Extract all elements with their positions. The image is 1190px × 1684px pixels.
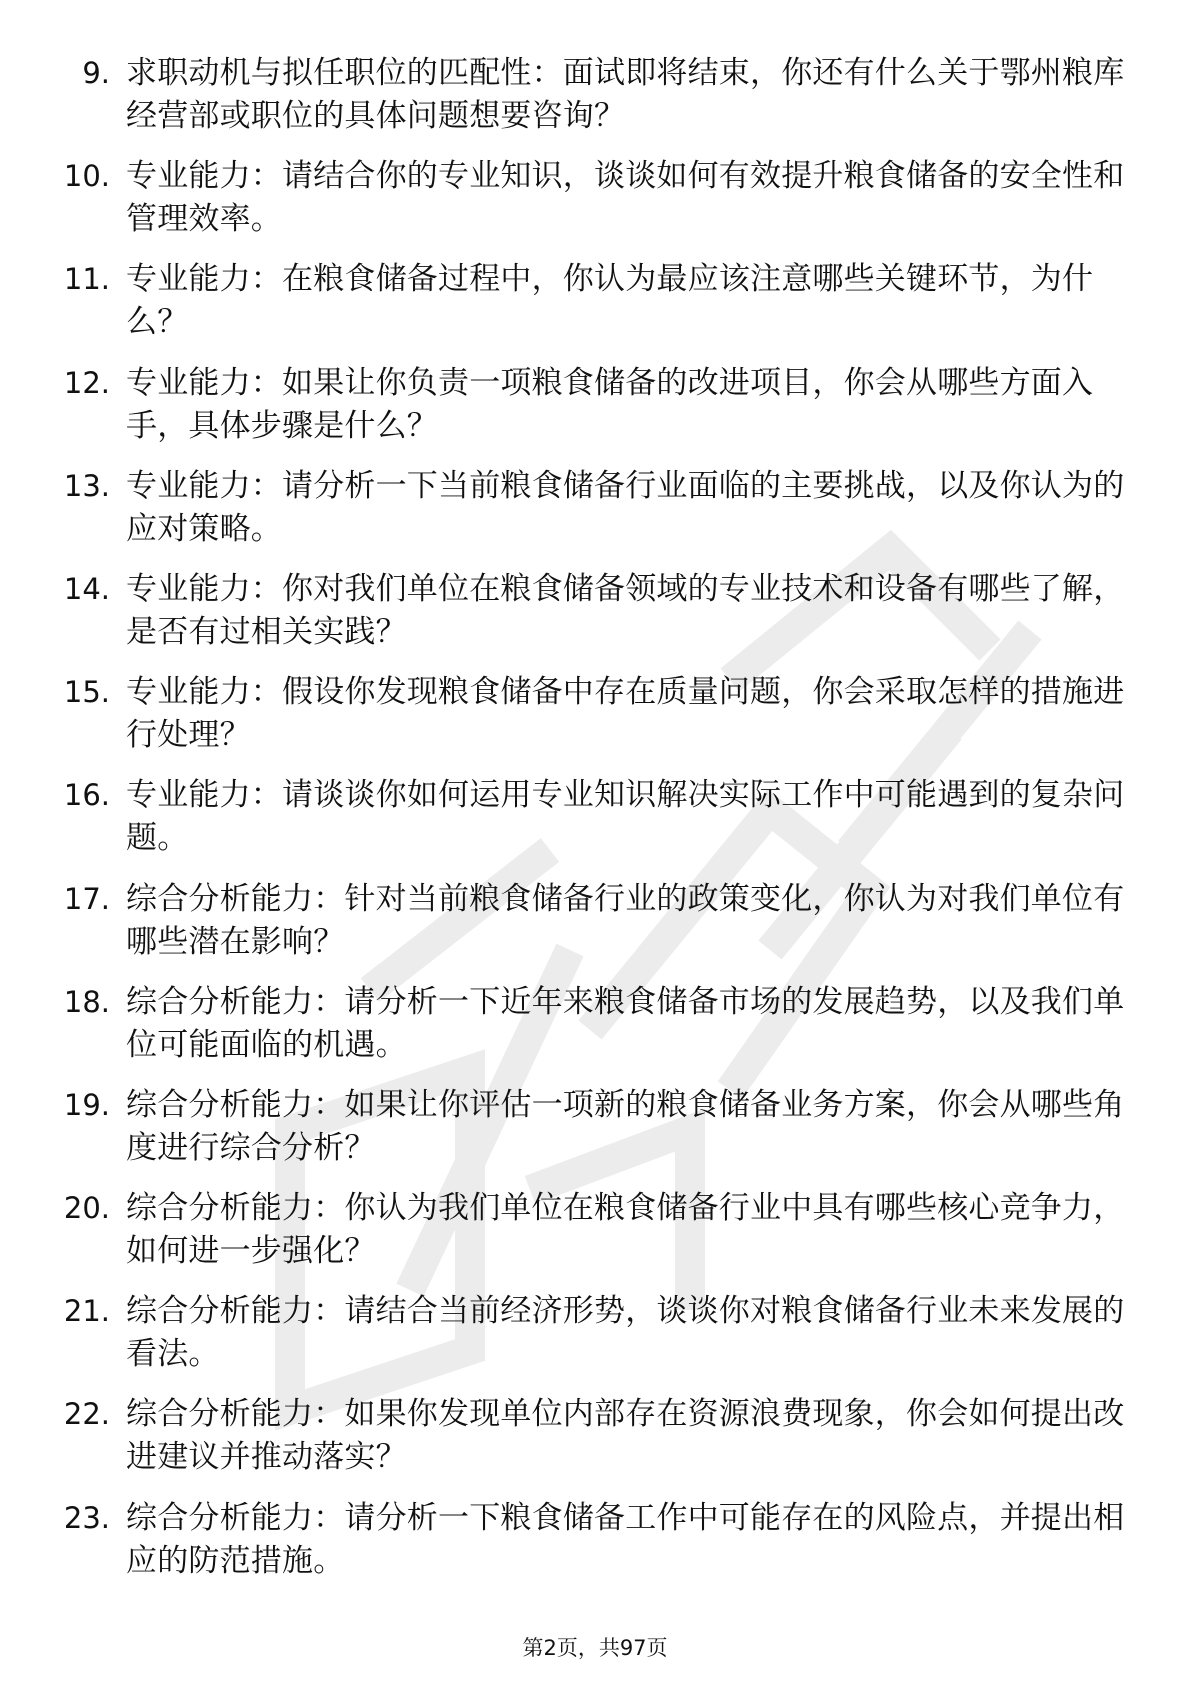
- question-text: 专业能力：请谈谈你如何运用专业知识解决实际工作中可能遇到的复杂问题。: [126, 777, 1125, 857]
- question-text: 综合分析能力：请分析一下近年来粮食储备市场的发展趋势，以及我们单位可能面临的机遇。: [126, 983, 1125, 1063]
- question-text: 专业能力：请分析一下当前粮食储备行业面临的主要挑战，以及你认为的应对策略。: [126, 467, 1125, 547]
- question-text: 综合分析能力：如果你发现单位内部存在资源浪费现象，你会如何提出改进建议并推动落实？: [126, 1396, 1125, 1476]
- question-number: 14.: [63, 571, 110, 606]
- list-item: [58, 981, 1138, 1084]
- question-number: 9.: [82, 56, 110, 90]
- list-item: [58, 1497, 1138, 1600]
- question-text: 专业能力：你对我们单位在粮食储备领域的专业技术和设备有哪些了解，是否有过相关实践？: [126, 570, 1125, 650]
- list-item: [58, 362, 1138, 465]
- question-list: [58, 52, 1138, 1600]
- question-number: 20.: [63, 1191, 110, 1226]
- question-number: 12.: [63, 365, 110, 400]
- question-number: 10.: [63, 159, 110, 194]
- question-text: 综合分析能力：如果让你评估一项新的粮食储备业务方案，你会从哪些角度进行综合分析？: [126, 1086, 1125, 1166]
- question-text: 综合分析能力：请分析一下粮食储备工作中可能存在的风险点，并提出相应的防范措施。: [126, 1499, 1125, 1579]
- question-number: 22.: [63, 1397, 110, 1432]
- list-item: [58, 568, 1138, 671]
- question-text: 综合分析能力：针对当前粮食储备行业的政策变化，你认为对我们单位有哪些潜在影响？: [126, 880, 1125, 960]
- question-number: 15.: [63, 675, 110, 710]
- list-item: [58, 258, 1138, 361]
- question-text: 专业能力：在粮食储备过程中，你认为最应该注意哪些关键环节，为什么？: [126, 261, 1094, 341]
- question-text: 专业能力：请结合你的专业知识，谈谈如何有效提升粮食储备的安全性和管理效率。: [126, 158, 1125, 238]
- question-number: 23.: [63, 1500, 110, 1535]
- list-item: [58, 1084, 1138, 1187]
- list-item: [58, 671, 1138, 774]
- list-item: [58, 1290, 1138, 1393]
- question-number: 17.: [63, 881, 110, 916]
- question-number: 21.: [63, 1294, 110, 1329]
- question-number: 11.: [63, 262, 110, 297]
- list-item: [58, 155, 1138, 258]
- list-item: [58, 465, 1138, 568]
- list-item: [58, 1393, 1138, 1496]
- question-number: 18.: [63, 984, 110, 1019]
- list-item: [58, 878, 1138, 981]
- question-number: 13.: [63, 468, 110, 503]
- list-item: [58, 774, 1138, 877]
- question-number: 19.: [63, 1087, 110, 1122]
- question-text: 综合分析能力：请结合当前经济形势，谈谈你对粮食储备行业未来发展的看法。: [126, 1293, 1125, 1373]
- list-item: [58, 1187, 1138, 1290]
- question-text: 专业能力：假设你发现粮食储备中存在质量问题，你会采取怎样的措施进行处理？: [126, 674, 1125, 754]
- question-text: 求职动机与拟任职位的匹配性：面试即将结束，你还有什么关于鄂州粮库经营部或职位的具体问题想要咨询？: [126, 55, 1125, 134]
- list-item: [58, 52, 1138, 155]
- page-footer: 第2页，共97页: [522, 1636, 668, 1660]
- question-number: 16.: [63, 778, 110, 813]
- question-text: 综合分析能力：你认为我们单位在粮食储备行业中具有哪些核心竞争力，如何进一步强化？: [126, 1190, 1125, 1270]
- question-text: 专业能力：如果让你负责一项粮食储备的改进项目，你会从哪些方面入手，具体步骤是什么？: [126, 364, 1094, 444]
